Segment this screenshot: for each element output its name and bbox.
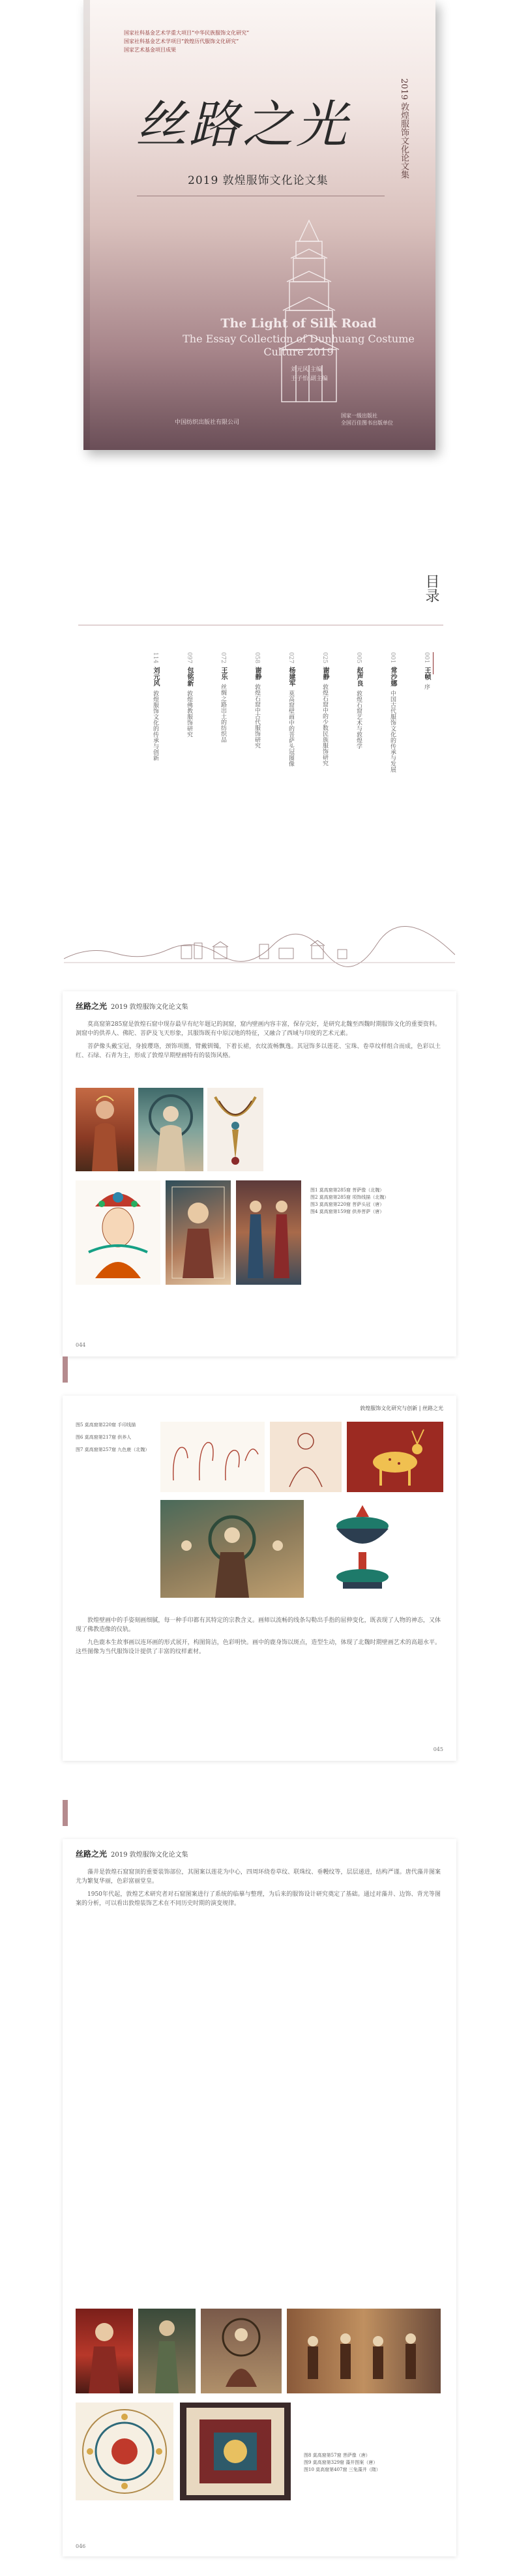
bodhisattva-red-mural-image [76,2309,133,2393]
cover-title: 丝路之光 [136,96,350,155]
toc-page-number: 025 [321,652,328,664]
running-head: 敦煌服饰文化研究与创新 | 丝路之光 [360,1405,443,1411]
figure-caption: 图4 莫高窟第159窟 供养菩萨（唐） [310,1209,385,1214]
donor-figures-image [236,1180,301,1285]
cover-spine [83,0,90,450]
toc-page-number: 027 [287,652,294,664]
figure-caption: 图1 莫高窟第285窟 菩萨像（北魏） [310,1188,385,1193]
cover-publisher-badges [341,412,419,427]
toc-entry-title: 莫高窟壁画中的菩萨头冠图像 [287,690,294,767]
paragraph: 藻井是敦煌石窟窟顶的重要装饰部位，其图案以莲花为中心，四周环绕卷草纹、联珠纹、垂幔纹等，层层递进，结构严谨。唐代藻井图案尤为繁复华丽，色彩富丽堂皇。 [76,1869,441,1885]
figure-sketch-image [270,1422,342,1492]
book-cover [83,0,435,450]
toc-entry[interactable] [253,652,261,822]
cover-editors [291,365,395,383]
body-text [76,1868,441,1908]
cover-note: 国家艺术基金项目成果 [124,47,176,53]
toc-page-number: 058 [254,652,260,664]
lotus-caisson-image [76,2403,173,2500]
toc-author: 王帧 [423,666,430,680]
figure-caption: 图3 莫高窟第220窟 菩萨头冠（唐） [310,1202,385,1207]
cover-subtitle-en: The Essay Collection of Dunhuang Costume Culture 2019 [183,333,415,358]
cover-project-notes [124,29,385,54]
toc-author: 赵声良 [355,666,362,687]
paragraph: 九色鹿本生故事画以连环画的形式展开，构图简洁，色彩明快。画中的鹿身饰以斑点，造型生动，体现了北魏时期壁画艺术的高超水平。这些图像为当代服饰设计提供了丰富的纹样素材。 [76,1640,441,1655]
toc-entry[interactable] [287,652,295,822]
running-head-text: 2019 敦煌服饰文化论文集 [111,1851,188,1859]
figure-caption: 图10 莫高窟第407窟 三兔藻井（隋） [304,2467,381,2472]
toc-entry[interactable] [219,652,227,822]
cover-note: 国家社科基金艺术学项目“敦煌历代服饰文化研究” [124,38,239,44]
running-head-logo: 丝路之光 [76,1002,108,1011]
bodhisattva-crown-drawing-image [76,1180,160,1285]
toc-entry[interactable] [151,652,159,822]
figure-caption: 图2 莫高窟第285窟 项饰线描（北魏） [310,1195,389,1200]
caisson-ceiling-pattern-image [180,2403,291,2500]
body-text [76,1616,441,1656]
toc-page-number: 114 [152,652,158,664]
toc-page-number: 072 [220,652,226,664]
toc-entry[interactable] [355,652,362,822]
cover-editor: 王子怡 副主编 [291,376,328,382]
toc-title: 目录 [423,574,439,603]
toc-entry[interactable] [185,652,193,822]
seated-buddha-mural-image [201,2309,282,2393]
standing-figure-mural-image [138,2309,196,2393]
toc-author: 杨建军 [287,666,295,687]
figure-captions [76,1422,154,1454]
nine-colored-deer-image [347,1422,443,1492]
figure-caption: 图9 莫高窟第329窟 藻井图案（唐） [304,2460,378,2465]
mountain-temple-panorama [64,926,455,968]
necklace-drawing-image [207,1088,263,1171]
toc-page-number: 001 [423,652,430,664]
paragraph: 1950年代起，敦煌艺术研究者对石窟图案进行了系统的临摹与整理，为后来的服饰设计研究奠定了基础。通过对藻井、边饰、背光等图案的分析，可以看出敦煌装饰艺术在不同历史时期的演变规律。 [76,1891,441,1907]
figure-caption: 图5 莫高窟第220窟 手印线描 [76,1422,136,1428]
bodhisattva-mural-image [76,1088,134,1171]
article-page-2 [63,1396,456,1761]
article-page-1 [63,991,456,1356]
figure-captions [310,1187,434,1216]
toc-entry[interactable] [389,652,396,822]
toc-page-number: 097 [186,652,192,664]
toc-entry-title: 序 [423,683,430,690]
page-number: 046 [76,2543,86,2549]
hand-gesture-drawing-image [160,1422,265,1492]
toc-author: 包铭新 [186,666,193,687]
toc-entry-title: 中国古代服饰文化的传承与发展 [389,690,396,773]
running-head-logo: 丝路之光 [76,1850,108,1859]
toc-page-number: 001 [389,652,396,664]
mural-detail-image [166,1180,231,1285]
publisher-badge: 全国百佳图书出版单位 [341,420,393,426]
figure-caption: 图7 莫高窟第257窟 九色鹿（北魏） [76,1447,150,1452]
page-number: 044 [76,1342,86,1348]
incense-burner-drawing-image [317,1500,408,1598]
paragraph: 敦煌壁画中的手姿刻画细腻，每一种手印都有其特定的宗教含义。画师以流畅的线条勾勒出手指的屈伸变化，既表现了人物的神态，又体现了佛教造像的仪轨。 [76,1617,441,1633]
figure-captions [304,2452,434,2474]
toc-entry-title: 敦煌石窟中古代服饰研究 [254,683,260,749]
toc-entry[interactable] [422,652,430,822]
cover-editor: 刘元风 主编 [291,367,322,373]
running-head [76,1000,188,1011]
cover-publisher: 中国纺织出版社有限公司 [175,419,240,426]
figure-caption: 图6 莫高窟第217窟 供养人 [76,1435,132,1440]
page-number: 045 [433,1746,443,1752]
cover-vertical-subtitle: 2019 敦煌服饰文化论文集 [399,78,409,179]
toc-entry-title: 丝绸之路出土的纺织品 [220,683,226,743]
toc-author: 常沙娜 [389,666,396,687]
page-accent-bar [63,1356,68,1383]
cover-note: 国家社科基金艺术学重大项目“中华民族服饰文化研究” [124,30,250,36]
toc-author: 谢静 [254,666,261,680]
article-page-3 [63,1839,456,2556]
toc-entry-title: 敦煌佛教服饰研究 [186,690,192,738]
toc-page-number: 005 [355,652,362,664]
cover-subtitle: 2019 敦煌服饰文化论文集 [188,174,329,187]
toc-entry-title: 敦煌石窟艺术与敦煌学 [355,690,362,749]
buddha-assembly-mural-image [160,1500,304,1598]
running-head [76,1848,188,1859]
paragraph: 菩萨像头戴宝冠，身披璎珞，颈饰项圈，臂戴钏镯，下着长裙，衣纹流畅飘逸。其冠饰多以莲花、宝珠、卷草纹样组合而成，色彩以土红、石绿、石青为主，形成了敦煌早期壁画特有的装饰风格。 [76,1043,441,1059]
figure-caption: 图8 莫高窟第57窟 菩萨像（唐） [304,2453,370,2458]
toc-entry[interactable] [321,652,329,822]
toc-author: 谢静 [321,666,329,680]
running-head-text: 2019 敦煌服饰文化论文集 [111,1004,188,1011]
toc-entry-title: 敦煌服饰文化的传承与创新 [152,690,158,761]
toc-entry-title: 敦煌石窟中的少数民族服饰研究 [321,683,328,766]
toc-author: 王乐 [220,666,227,680]
cover-title-en: The Light of Silk Road [220,316,377,331]
body-text [76,1020,441,1060]
paragraph: 莫高窟第285窟是敦煌石窟中现存最早有纪年题记的洞窟，窟内壁画内容丰富，保存完好，是研究北魏至西魏时期服饰文化的重要资料。洞窟中的供养人、佛陀、菩萨及飞天形象，其服饰既有中原汉地的特征，又融合了西域与印度的艺术元素。 [76,1021,441,1037]
mural-panorama-image [287,2309,441,2393]
buddha-mural-image [138,1088,203,1171]
toc-accent-mark [433,652,434,674]
publisher-badge: 国家一级出版社 [341,413,377,419]
page-accent-bar [63,1800,68,1826]
toc-author: 刘元风 [152,666,159,687]
